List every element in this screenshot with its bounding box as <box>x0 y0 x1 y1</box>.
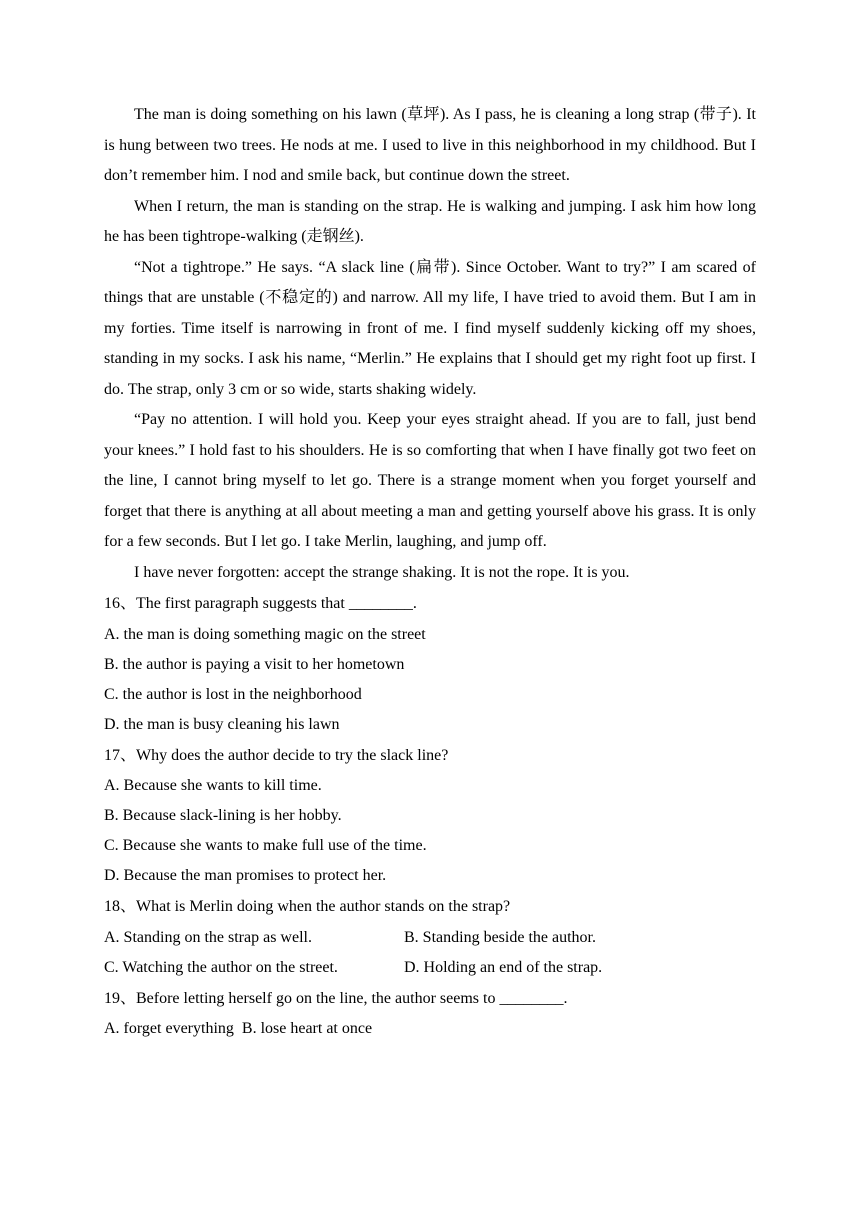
option-c: C. Because she wants to make full use of the time. <box>104 837 427 854</box>
question-18 <box>104 891 756 983</box>
question-19 <box>104 983 756 1045</box>
question-17 <box>104 740 756 892</box>
question-list <box>104 588 756 1044</box>
option-d: D. Because the man promises to protect her. <box>104 867 387 884</box>
option-b: B. the author is paying a visit to her hometown <box>104 655 405 673</box>
passage-paragraph-3: “Not a tightrope.” He says. “A slack line (扁带). Since October. Want to try?” I am scared of things that are unstable (不稳定的) and narrow. All my life, I have tried to avoid them. But I am in my forties. Time itself is narrowing in front of me. I find myself suddenly kicking off my shoes, standing in my socks. I ask his name, “Merlin.” He explains that I should get my right foot up first. I do. The strap, only 3 cm or so wide, starts shaking widely. <box>104 258 756 398</box>
question-stem: 18、What is Merlin doing when the author stands on the strap? <box>104 898 511 915</box>
question-stem: 16、The first paragraph suggests that ________. <box>104 595 417 612</box>
option-row <box>104 923 756 953</box>
option-a: A. the man is doing something magic on the street <box>104 625 426 643</box>
passage-paragraph-1: The man is doing something on his lawn (草坪). As I pass, he is cleaning a long strap (带子). It is hung between two trees. He nods at me. I used to live in this neighborhood in my childhood. But I don’t remember him. I nod and smile back, but continue down the street. <box>104 106 756 184</box>
question-stem: 17、Why does the author decide to try the slack line? <box>104 746 449 764</box>
option-b: B. Standing beside the author. <box>404 928 596 946</box>
option-a: A. Because she wants to kill time. <box>104 777 322 794</box>
option-d: D. the man is busy cleaning his lawn <box>104 715 340 733</box>
document-page <box>104 100 756 1044</box>
option-a: A. Standing on the strap as well. <box>104 928 312 946</box>
passage-paragraph-2: When I return, the man is standing on the strap. He is walking and jumping. I ask him how long he has been tightrope-walking (走钢丝). <box>104 197 756 245</box>
option-row <box>104 953 756 983</box>
question-stem: 19、Before letting herself go on the line, the author seems to ________. <box>104 989 568 1007</box>
option-c: C. the author is lost in the neighborhood <box>104 685 362 703</box>
passage-paragraph-4: “Pay no attention. I will hold you. Keep your eyes straight ahead. If you are to fall, just bend your knees.” I hold fast to his shoulders. He is so comforting that when I have finally got two feet on the line, I cannot bring myself to let go. There is a strange moment when you forget yourself and forget that there is anything at all about meeting a man and getting yourself above his grass. It is only for a few seconds. But I let go. I take Merlin, laughing, and jump off. <box>104 411 756 550</box>
question-16 <box>104 588 756 740</box>
option-d: D. Holding an end of the strap. <box>404 958 603 976</box>
option-a-b: A. forget everything B. lose heart at once <box>104 1020 373 1037</box>
passage-paragraph-5: I have never forgotten: accept the strange shaking. It is not the rope. It is you. <box>134 563 630 581</box>
reading-passage <box>104 100 756 588</box>
option-b: B. Because slack-lining is her hobby. <box>104 807 342 824</box>
option-c: C. Watching the author on the street. <box>104 958 338 976</box>
